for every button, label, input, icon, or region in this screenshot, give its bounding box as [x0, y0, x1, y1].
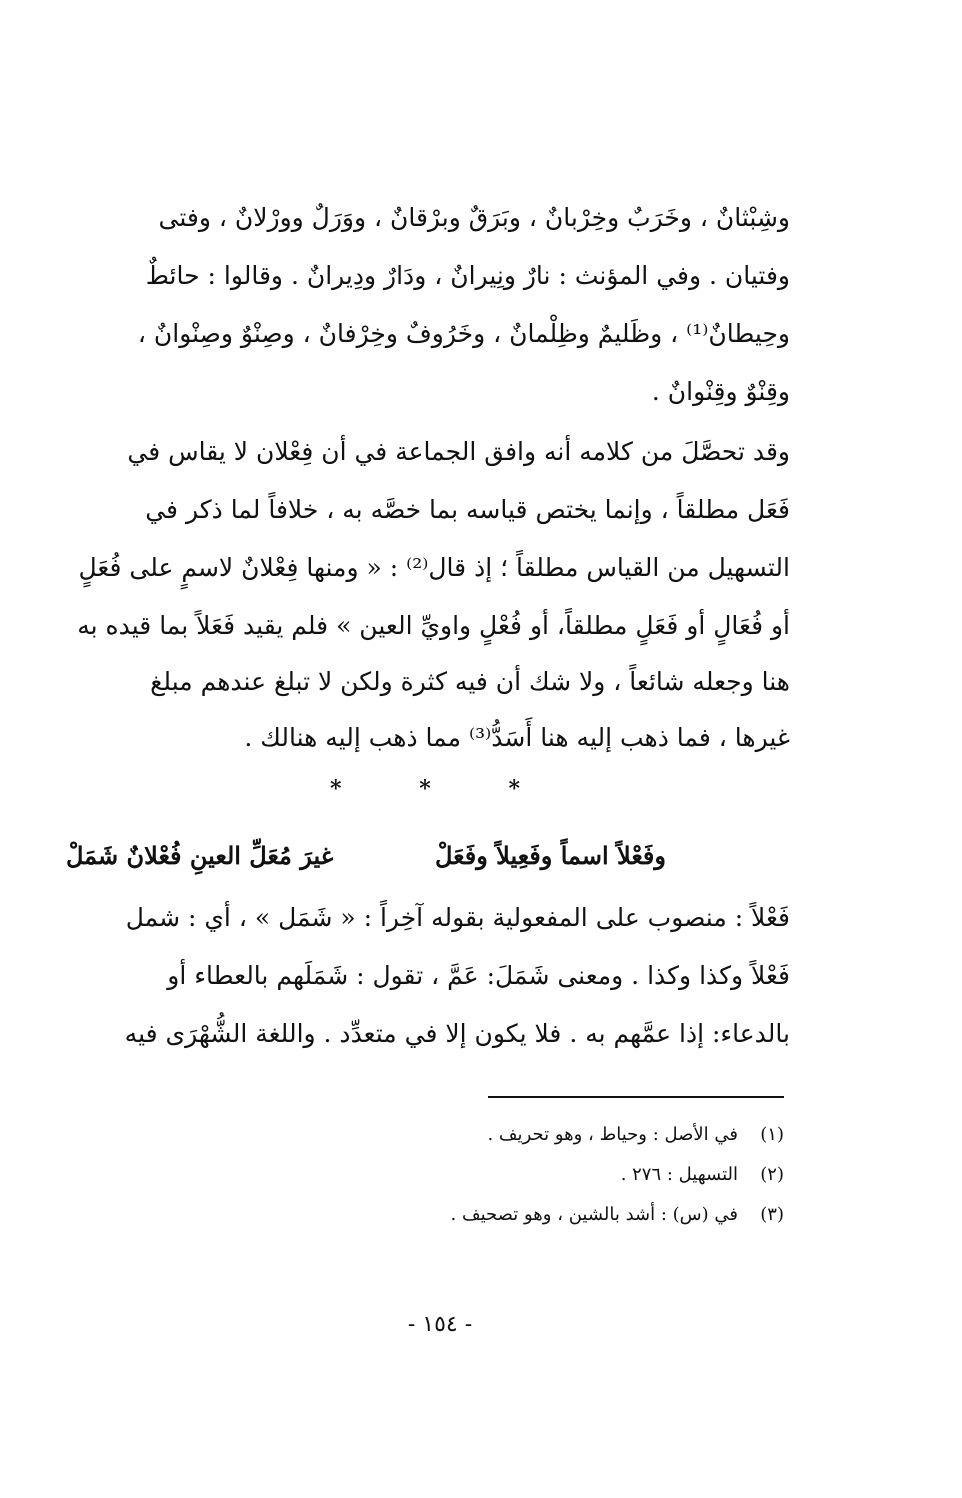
separator-star: * [508, 776, 520, 802]
verse-first-hemistich: وفَعْلاً اسماً وفَعِيلاً وفَعَلْ [434, 841, 666, 870]
footnote [184, 1120, 784, 1150]
verse-line [66, 834, 666, 878]
body-line: بالدعاء: إذا عمَّهم به . فلا يكون إلا في متعدِّد . واللغة الشُّهْرَى فيه [124, 1019, 790, 1048]
body-line: وحِيطانٌ⁽¹⁾ ، وظَليمٌ وظِلْمانٌ ، وخَرُوفٌ وخِرْفانٌ ، وصِنْوٌ وصِنْوانٌ ، [137, 319, 790, 348]
section-separator [330, 776, 520, 802]
body-line: أو فُعَالٍ أو فَعَلٍ مطلقاً، أو فُعْلٍ واويِّ العين » فلم يقيد فَعَلاً بما قيده به [77, 611, 790, 640]
body-line: وفتيان . وفي المؤنث : نارٌ ونِيرانٌ ، ودَارٌ ودِيرانٌ . وقالوا : حائطٌ [145, 261, 790, 290]
footnote-number: (١) [760, 1124, 784, 1145]
footnote-text: في (س) : أشد بالشين ، وهو تصحيف . [450, 1204, 738, 1225]
body-line: فَعَل مطلقاً ، وإنما يختص قياسه بما خصَّه به ، خلافاً لما ذكر في [145, 495, 790, 524]
body-line: التسهيل من القياس مطلقاً ؛ إذ قال⁽²⁾ : « ومنها فِعْلانٌ لاسمٍ على فُعَلٍ [78, 553, 790, 582]
footnote-text: في الأصل : وحياط ، وهو تحريف . [487, 1124, 738, 1145]
body-line: وشِبْثانٌ ، وخَرَبٌ وخِرْبانٌ ، وبَرَقٌ وبرْقانٌ ، ووَرَلٌ وورْلانٌ ، وفتى [158, 203, 790, 232]
separator-star: * [419, 776, 431, 802]
page-number: - ١٥٤ - [407, 1312, 473, 1337]
body-line: وقد تحصَّلَ من كلامه أنه وافق الجماعة في أن فِعْلان لا يقاس في [127, 437, 790, 466]
footnote-number: (٣) [760, 1204, 784, 1225]
footnote-text: التسهيل : ٢٧٦ . [620, 1164, 738, 1185]
footnote [184, 1200, 784, 1230]
body-line: غيرها ، فما ذهب إليه هنا أَسَدُّ⁽³⁾ مما ذهب إليه هنالك . [244, 723, 790, 752]
body-line: فَعْلاً وكذا وكذا . ومعنى شَمَلَ: عَمَّ ، تقول : شَمَلَهم بالعطاء أو [167, 961, 790, 990]
verse-second-hemistich: غيرَ مُعَلِّ العينِ فُعْلانٌ شَمَلْ [66, 841, 334, 870]
footnote [184, 1160, 784, 1190]
body-line: فَعْلاً : منصوب على المفعولية بقوله آخِراً : « شَمَل » ، أي : شمل [125, 903, 790, 932]
footnote-number: (٢) [760, 1164, 784, 1185]
footnote-divider [488, 1096, 784, 1098]
body-line: هنا وجعله شائعاً ، ولا شك أن فيه كثرة ولكن لا تبلغ عندهم مبلغ [150, 667, 790, 696]
body-line: وقِنْوٌ وقِنْوانٌ . [651, 377, 790, 406]
separator-star: * [330, 776, 342, 802]
